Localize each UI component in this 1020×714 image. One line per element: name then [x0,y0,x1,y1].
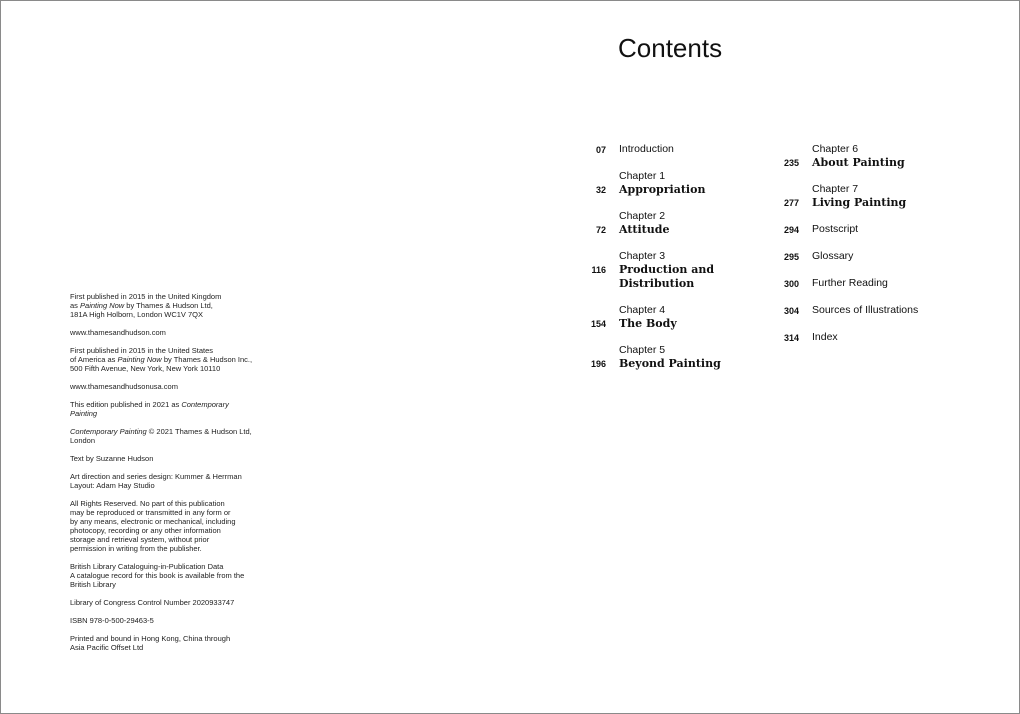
page-title: Contents [618,33,723,63]
toc-page-number: 304 [783,306,799,316]
toc-chapter-label: Chapter 4 [619,304,666,316]
toc-entry-text: Glossary [812,250,854,262]
toc-entry-text: Introduction [619,143,674,155]
toc-page-number: 154 [590,319,606,329]
toc-chapter-label: Chapter 7 [812,183,859,195]
imprint-edition-note: This edition published in 2021 as Contemporary Painting [70,400,229,418]
toc-page-number: 295 [783,252,799,262]
imprint-uk-website: www.thamesandhudson.com [70,328,166,337]
toc-chapter-title: Living Painting [812,196,907,209]
imprint-isbn: ISBN 978-0-500-29463-5 [70,616,154,625]
imprint-rights-statement: All Rights Reserved. No part of this publication may be reproduced or transmitted in any form or by any means, electronic or mechanical, including photocopy, recording or any other information storage and retrieval system, without prior permission in writing from the publisher. [70,499,236,553]
toc-entry-text: Further Reading [812,277,888,289]
toc-page-number: 300 [783,279,799,289]
imprint-printer: Printed and bound in Hong Kong, China through Asia Pacific Offset Ltd [70,634,231,652]
toc-chapter-title: Attitude [619,223,670,236]
toc-chapter-title: Production and Distribution [619,263,715,290]
toc-chapter-label: Chapter 6 [812,143,859,155]
toc-chapter-title: About Painting [812,156,905,169]
toc-chapter-title: The Body [619,317,677,330]
toc-entry-text: Postscript [812,223,859,235]
imprint-copyright: Contemporary Painting © 2021 Thames & Hudson Ltd, London [70,427,252,445]
toc-page-number: 116 [591,265,606,275]
toc-page-number: 72 [595,225,606,235]
toc-page-number: 294 [783,225,799,235]
imprint-british-library: British Library Cataloguing-in-Publication Data A catalogue record for this book is available from the British Library [70,562,245,589]
toc-chapter-label: Chapter 2 [619,210,666,222]
toc-chapter-label: Chapter 1 [619,170,666,182]
toc-entry-text: Index [812,331,838,343]
toc-chapter-label: Chapter 3 [619,250,666,262]
toc-page-number: 277 [783,198,799,208]
imprint-uk-publication: First published in 2015 in the United Kingdom as Painting Now by Thames & Hudson Ltd, 181A High Holborn, London WC1V 7QX [70,292,222,319]
toc-page-number: 314 [783,333,799,343]
toc-page-number: 196 [590,359,606,369]
imprint-design-credits: Art direction and series design: Kummer & Herrman Layout: Adam Hay Studio [70,472,242,490]
toc-page-number: 32 [595,185,606,195]
toc-chapter-title: Beyond Painting [619,357,721,370]
toc-page-number: 07 [595,145,606,155]
imprint-block [70,292,270,661]
imprint-us-publication: First published in 2015 in the United States of America as Painting Now by Thames & Hudson Inc., 500 Fifth Avenue, New York, New York 10110 [70,346,253,373]
toc-chapter-label: Chapter 5 [619,344,666,356]
imprint-author: Text by Suzanne Hudson [70,454,154,463]
imprint-us-website: www.thamesandhudsonusa.com [70,382,178,391]
toc-chapter-title: Appropriation [619,183,706,196]
toc-page-number: 235 [783,158,799,168]
imprint-loc-number: Library of Congress Control Number 2020933747 [70,598,235,607]
toc-entry-text: Sources of Illustrations [812,304,919,316]
